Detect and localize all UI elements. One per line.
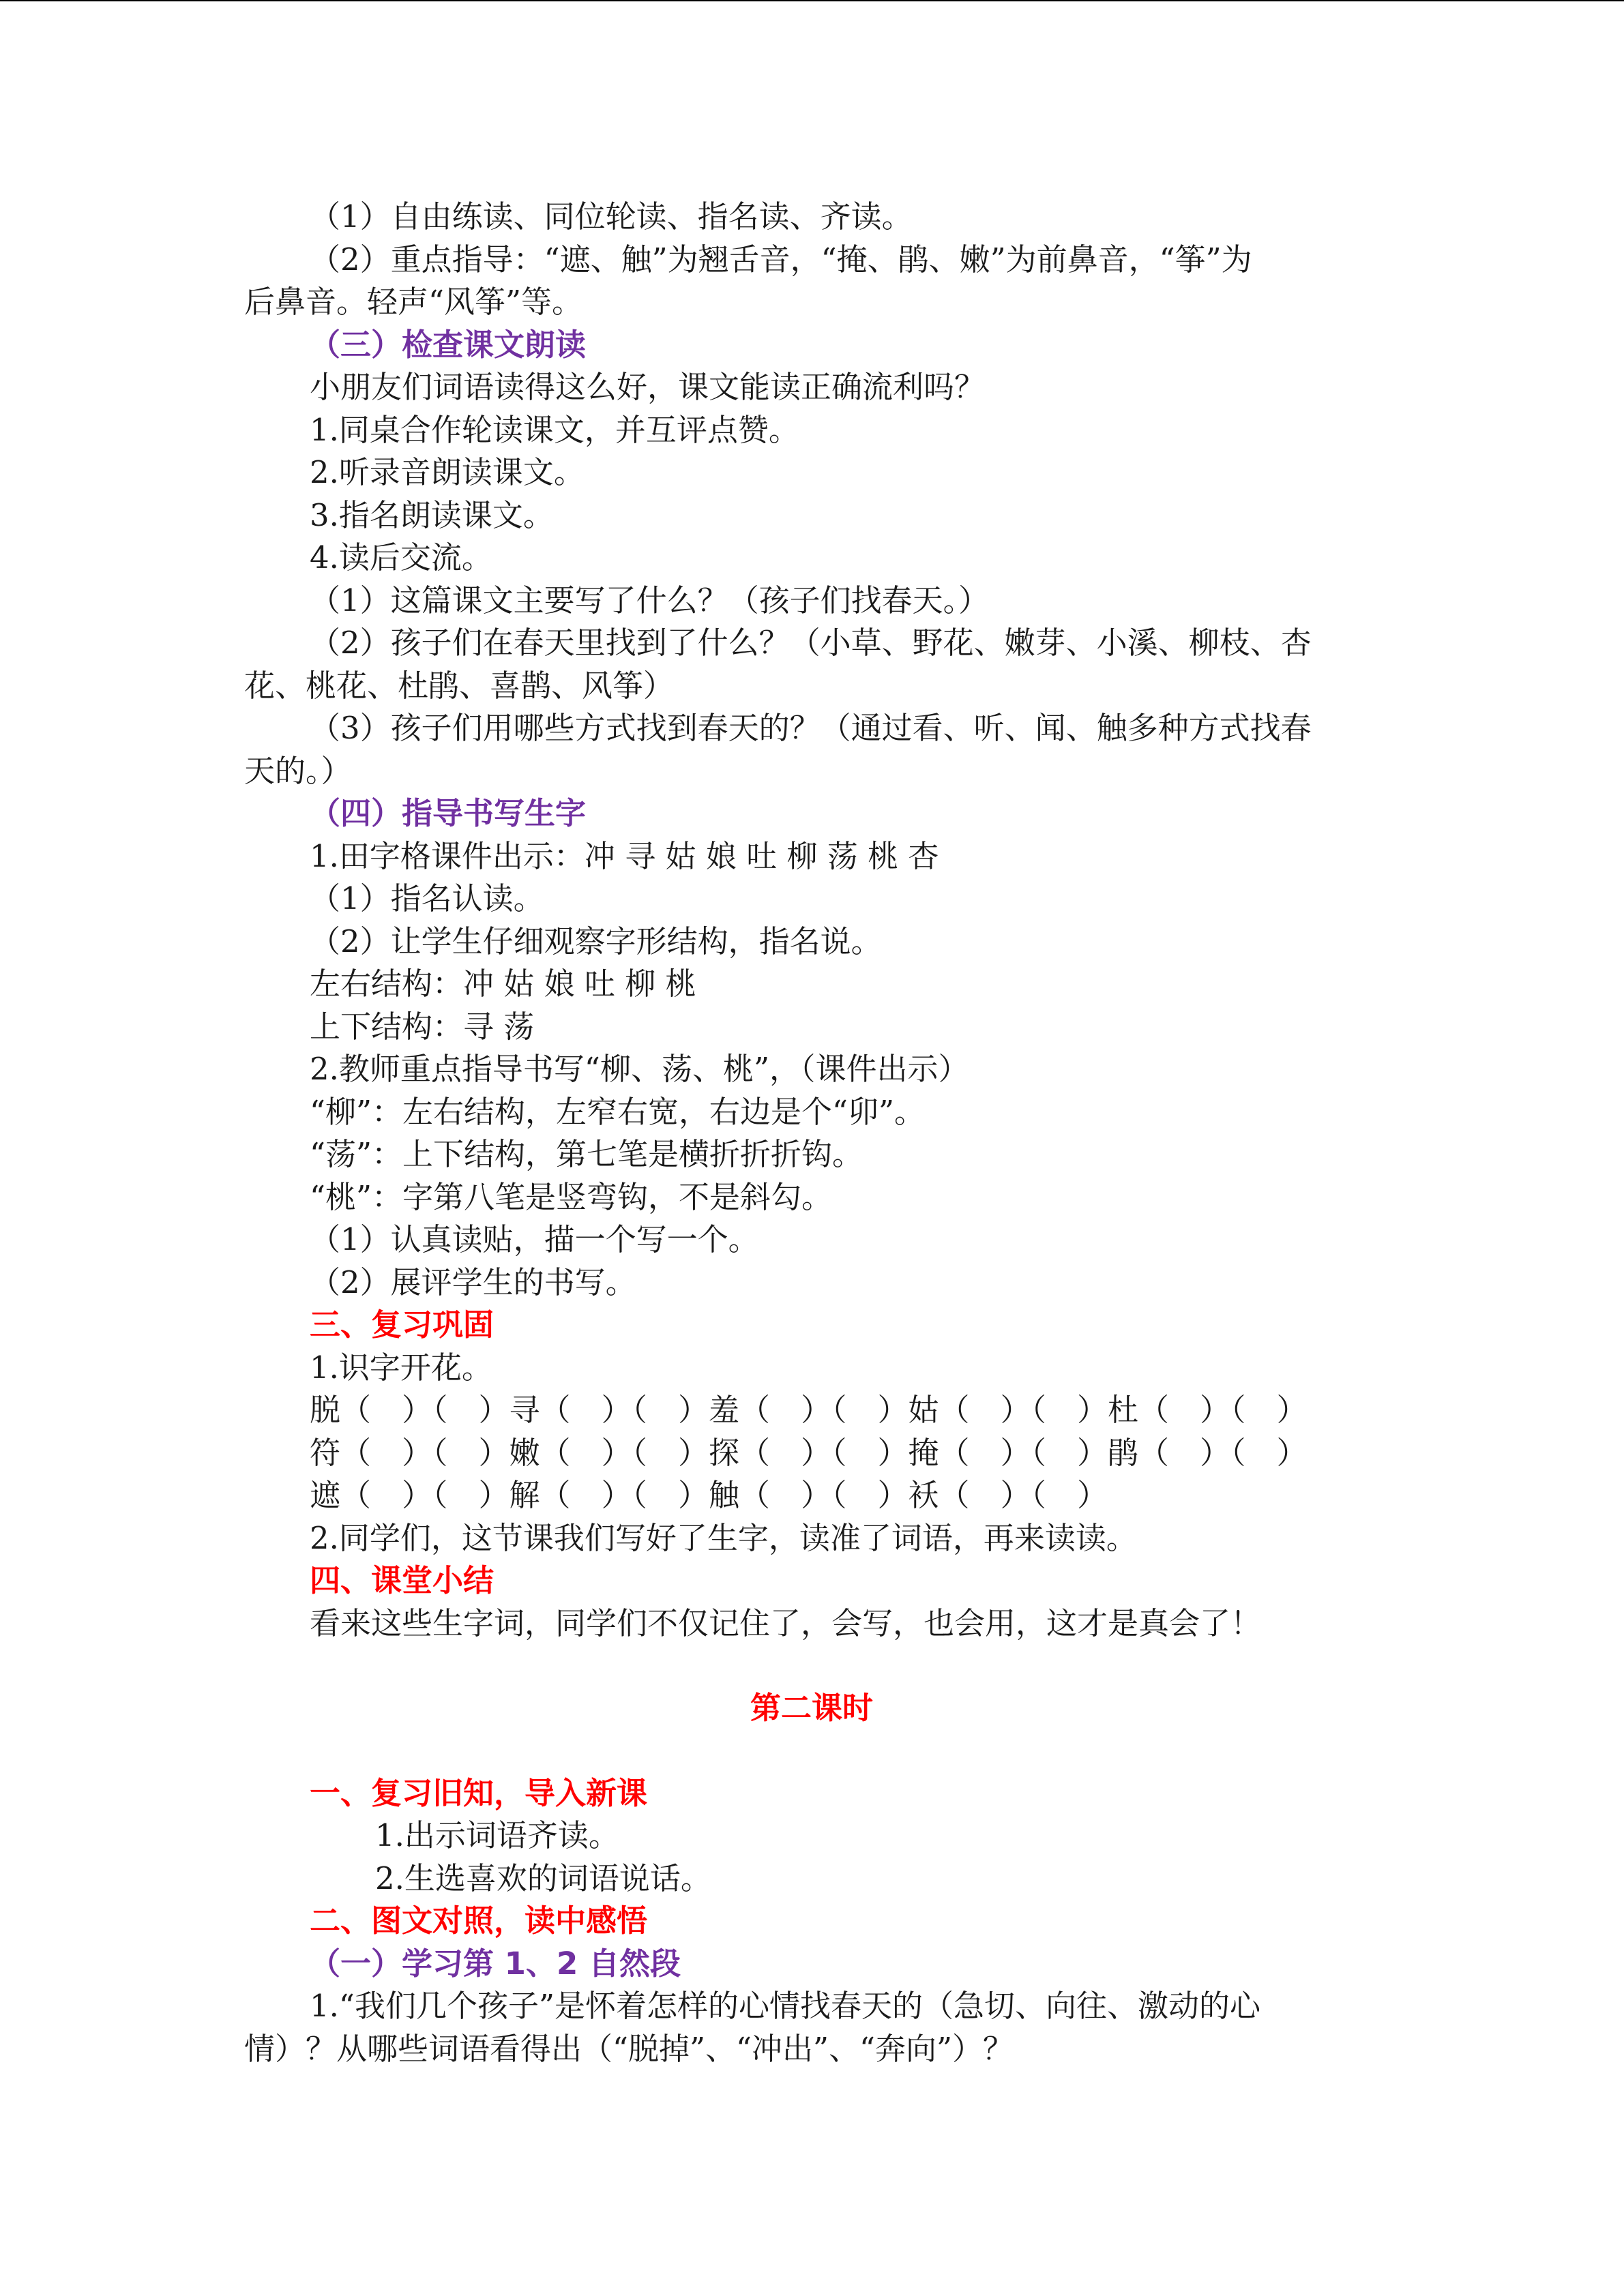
section-heading-check-reading: （三）检查课文朗读: [310, 326, 587, 363]
list-item: 2.同学们，这节课我们写好了生字，读准了词语，再来读读。: [310, 1519, 1137, 1556]
list-item: 左右结构：冲 姑 娘 吐 柳 桃: [310, 966, 696, 1002]
list-item: 1.同桌合作轮读课文，并互评点赞。: [310, 411, 799, 448]
paragraph-continued: 情）？从哪些词语看得出（“脱掉”、“冲出”、“奔向”）？: [244, 2030, 1014, 2067]
list-item: （2）让学生仔细观察字形结构，指名说。: [310, 923, 882, 959]
section-heading-compare: 二、图文对照，读中感悟: [310, 1903, 648, 1939]
list-item: “荡”：上下结构，第七笔是横折折折钩。: [310, 1136, 863, 1172]
list-item: 2.教师重点指导书写“柳、荡、桃”，（课件出示）: [310, 1051, 969, 1087]
word-exercise-row: 脱（ ）（ ）寻（ ）（ ）羞（ ）（ ）姑（ ）（ ）杜（ ）（ ）: [310, 1392, 1308, 1428]
list-item: （2）展评学生的书写。: [310, 1264, 636, 1300]
section-heading-review-old: 一、复习旧知，导入新课: [310, 1774, 648, 1811]
list-item: （1）这篇课文主要写了什么？（孩子们找春天。）: [310, 582, 990, 618]
paragraph: 1.“我们几个孩子”是怀着怎样的心情找春天的（急切、向往、激动的心: [310, 1988, 1260, 2024]
list-item: 4.读后交流。: [310, 539, 492, 576]
list-item: 上下结构：寻 荡: [310, 1008, 535, 1045]
paragraph: 后鼻音。轻声“风筝”等。: [244, 284, 583, 320]
word-exercise-row: 符（ ）（ ）嫩（ ）（ ）探（ ）（ ）掩（ ）（ ）鹃（ ）（ ）: [310, 1434, 1308, 1471]
lesson-title: 第二课时: [750, 1690, 873, 1726]
section-heading-review: 三、复习巩固: [310, 1307, 494, 1343]
list-item: （2）孩子们在春天里找到了什么？（小草、野花、嫩芽、小溪、柳枝、杏: [310, 625, 1312, 661]
paragraph: （1）自由练读、同位轮读、指名读、齐读。: [310, 198, 913, 235]
page-top-border: [0, 0, 1624, 1]
list-item: 1.出示词语齐读。: [375, 1817, 619, 1853]
list-item: “桃”：字第八笔是竖弯钩，不是斜勾。: [310, 1178, 833, 1215]
list-item: （1）指名认读。: [310, 880, 544, 916]
list-item-continued: 花、桃花、杜鹃、喜鹊、风筝）: [244, 667, 675, 704]
list-item: “柳”：左右结构，左窄右宽，右边是个“卯”。: [310, 1093, 926, 1130]
word-exercise-row: 遮（ ）（ ）解（ ）（ ）触（ ）（ ）袄（ ）（ ）: [310, 1477, 1108, 1513]
list-item: 3.指名朗读课文。: [310, 496, 554, 533]
list-item: 1.识字开花。: [310, 1349, 492, 1386]
section-heading-writing: （四）指导书写生字: [310, 795, 587, 831]
list-item: 2.生选喜欢的词语说话。: [375, 1860, 711, 1896]
paragraph: 看来这些生字词，同学们不仅记住了，会写，也会用，这才是真会了！: [310, 1605, 1262, 1641]
paragraph: 小朋友们词语读得这么好，课文能读正确流利吗？: [310, 369, 986, 405]
list-item: 1.田字格课件出示：冲 寻 姑 娘 吐 柳 荡 桃 杏: [310, 837, 939, 874]
list-item: （1）认真读贴，描一个写一个。: [310, 1221, 759, 1257]
section-heading-summary: 四、课堂小结: [310, 1562, 494, 1598]
section-heading-paragraph: （一）学习第 1、2 自然段: [310, 1945, 681, 1982]
list-item: 2.听录音朗读课文。: [310, 454, 585, 490]
document-body: [244, 196, 1379, 2070]
paragraph: （2）重点指导：“遮、触”为翘舌音，“掩、鹃、嫩”为前鼻音，“筝”为: [310, 241, 1252, 278]
list-item-continued: 天的。）: [244, 752, 352, 789]
list-item: （3）孩子们用哪些方式找到春天的？（通过看、听、闻、触多种方式找春: [310, 710, 1312, 746]
